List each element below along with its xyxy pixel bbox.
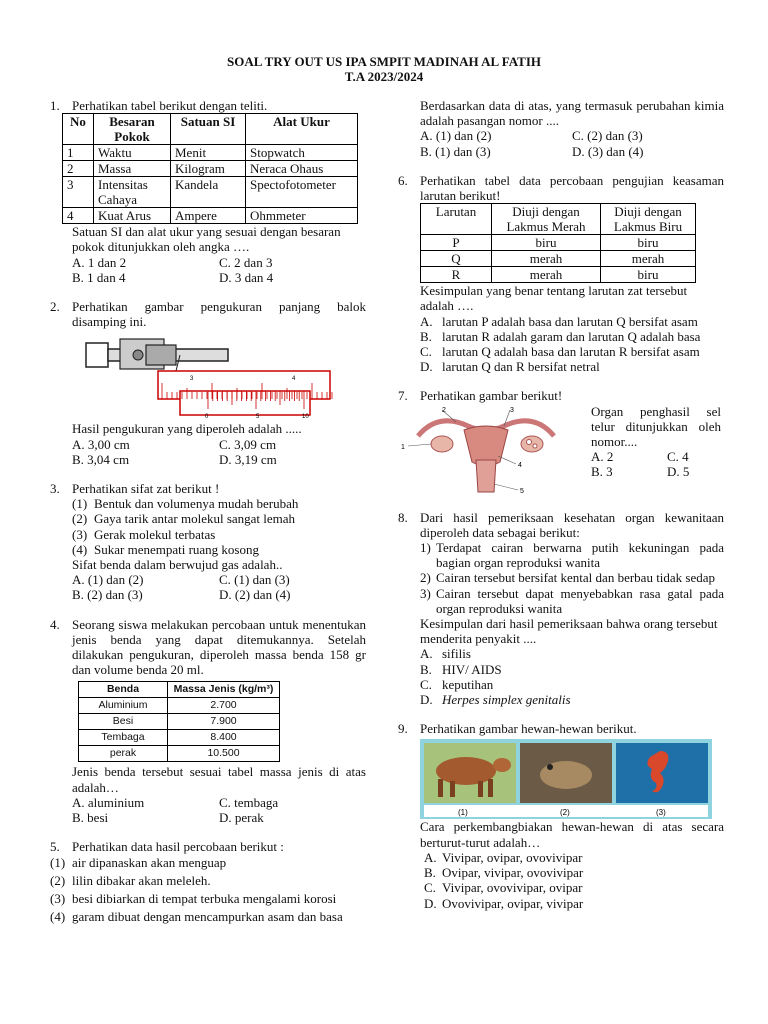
table-header: Besaran Pokok [94, 114, 171, 145]
table-cell: Menit [171, 145, 246, 161]
scale-label-3: 3 [190, 376, 194, 383]
table-header: Massa Jenis (kg/m³) [168, 682, 280, 698]
question-number: 7. [398, 388, 408, 404]
option-c[interactable]: C. (1) dan (3) [219, 572, 290, 588]
table-header: Larutan [421, 204, 492, 235]
option-c[interactable]: C. keputihan [420, 676, 494, 692]
option-c[interactable]: C. 3,09 cm [219, 436, 277, 452]
option-b[interactable]: B. Ovipar, vivipar, ovovivipar [424, 865, 584, 881]
label-5: 5 [520, 487, 524, 495]
question-2 [50, 299, 366, 467]
ovary-left [431, 436, 453, 452]
vernier-label-10: 10 [302, 414, 309, 421]
list-item: (2) lilin dibakar akan meleleh. [50, 873, 211, 889]
table-row [79, 730, 280, 746]
list-item: (3) Gerak molekul terbatas [72, 526, 216, 542]
vernier-label-0: 0 [205, 414, 209, 421]
vernier-label-5: 5 [256, 414, 260, 421]
option-a[interactable]: A. 3,00 cm [72, 436, 130, 452]
pic-label-2: (2) [560, 808, 570, 818]
ovary-right [521, 436, 543, 452]
vagina [476, 460, 496, 492]
table-cell: biru [601, 267, 696, 283]
table-cell: 3 [63, 177, 94, 208]
table-cell: biru [492, 235, 601, 251]
option-d[interactable]: D. (3) dan (4) [572, 143, 644, 159]
table-cell: P [421, 235, 492, 251]
option-a[interactable]: A. 2 [591, 449, 614, 465]
table-cell: Waktu [94, 145, 171, 161]
left-column [50, 98, 366, 926]
question-prompt: Berdasarkan data di atas, yang termasuk perubahan kimia adalah pasangan nomor .... [420, 98, 724, 129]
table-cell: perak [79, 746, 168, 762]
question-7 [398, 388, 724, 495]
table-cell: 2 [63, 161, 94, 177]
label-2: 2 [442, 406, 446, 414]
option-c[interactable]: C. larutan Q adalah basa dan larutan R bersifat asam [420, 344, 700, 360]
density-table [78, 681, 280, 762]
option-c[interactable]: C. Vivipar, ovovivipar, ovipar [424, 880, 583, 896]
question-8 [398, 510, 724, 708]
scale-label-4: 4 [292, 376, 296, 383]
table-cell: 10.500 [168, 746, 280, 762]
question-number: 5. [50, 839, 60, 855]
option-a[interactable]: A. (1) dan (2) [420, 128, 492, 144]
table-row [63, 208, 358, 224]
option-d[interactable]: D. larutan Q dan R bersifat netral [420, 359, 600, 375]
list-item: (1) Bentuk dan volumenya mudah berubah [72, 496, 299, 512]
option-d[interactable]: D. 3,19 cm [219, 451, 277, 467]
option-a[interactable]: A. aluminium [72, 794, 145, 810]
question-text: Perhatikan gambar berikut! [420, 388, 563, 404]
question-number: 8. [398, 509, 408, 525]
question-4 [50, 617, 366, 826]
option-d[interactable]: D. 3 dan 4 [219, 269, 274, 285]
question-5-continued [398, 98, 724, 159]
question-prompt: Cara perkembangbiakan hewan-hewan di atas secara berturut-turut adalah… [420, 819, 724, 850]
question-prompt: Organ penghasil sel telur ditunjukkan oleh nomor.... [591, 403, 721, 450]
list-item: (4) Sukar menempati ruang kosong [72, 541, 259, 557]
table-cell: Ampere [171, 208, 246, 224]
question-9 [398, 721, 724, 910]
table-cell: Ohmmeter [246, 208, 358, 224]
table-row [63, 161, 358, 177]
table-cell: 2.700 [168, 698, 280, 714]
question-text: Dari hasil pemeriksaan kesehatan organ kewanitaan diperoleh data sebagai berikut: [420, 509, 724, 540]
pic-label-1: (1) [458, 808, 468, 818]
question-text: Perhatikan tabel berikut dengan teliti. [72, 98, 268, 113]
option-a[interactable]: A. larutan P adalah basa dan larutan Q bersifat asam [420, 313, 698, 329]
table-cell: Kilogram [171, 161, 246, 177]
litmus-table [420, 203, 696, 283]
option-d[interactable]: D. perak [219, 810, 264, 826]
table-row [63, 145, 358, 161]
question-6 [398, 173, 724, 375]
cow-icon [436, 757, 496, 785]
option-a[interactable]: A. Vivipar, ovipar, ovovivipar [424, 849, 583, 865]
pic-label-3: (3) [656, 808, 666, 818]
caliper-screw [133, 350, 143, 360]
table-cell: R [421, 267, 492, 283]
list-item: (3) besi dibiarkan di tempat terbuka mengalami korosi [50, 891, 337, 907]
option-a[interactable]: A. sifilis [420, 646, 471, 662]
table-cell: merah [601, 251, 696, 267]
option-b[interactable]: B. (1) dan (3) [420, 143, 491, 159]
caliper-handle [86, 343, 108, 367]
table-row [421, 251, 696, 267]
table-header: Satuan SI [171, 114, 246, 145]
option-d[interactable]: D. Ovovivipar, ovipar, vivipar [424, 895, 584, 911]
exam-title: SOAL TRY OUT US IPA SMPIT MADINAH AL FATIH [226, 54, 541, 69]
question-text: Perhatikan data hasil percobaan berikut : [72, 839, 284, 855]
table-cell: Kandela [171, 177, 246, 208]
option-a[interactable]: A. 1 dan 2 [72, 254, 127, 270]
list-item: 2) Cairan tersebut bersifat kental dan berbau tidak sedap [420, 570, 716, 586]
table-cell: Kuat Arus [94, 208, 171, 224]
question-number: 3. [50, 481, 60, 497]
question-prompt: Kesimpulan dari hasil pemeriksaan bahwa orang tersebut menderita penyakit .... [420, 616, 718, 647]
table-cell: merah [492, 251, 601, 267]
label-1: 1 [401, 443, 405, 451]
option-b[interactable]: B. besi [72, 810, 109, 826]
table-header: Diuji dengan Lakmus Merah [492, 204, 601, 235]
caliper-jaw [146, 345, 176, 365]
table-header: Diuji dengan Lakmus Biru [601, 204, 696, 235]
caliper-diagram [80, 331, 350, 421]
question-5 [50, 839, 366, 926]
question-text: Seorang siswa melakukan percobaan untuk menentukan jenis benda yang dapat ditemukannya. Setelah dilakukan pengukuran, diperoleh massa benda 158 gr dan volume benda 20 ml. [72, 616, 366, 678]
question-3 [50, 481, 366, 603]
table-row [421, 267, 696, 283]
table-cell: Stopwatch [246, 145, 358, 161]
option-c[interactable]: C. tembaga [219, 794, 279, 810]
option-d[interactable]: D. Herpes simplex genitalis [420, 692, 571, 708]
label-3: 3 [510, 406, 514, 414]
option-b[interactable]: B. HIV/ AIDS [420, 661, 502, 677]
question-text: Perhatikan tabel data percobaan pengujian keasaman larutan berikut! [420, 172, 724, 204]
option-b[interactable]: B. 1 dan 4 [72, 269, 126, 285]
animal-pictures [420, 739, 712, 819]
option-c[interactable]: C. 4 [667, 449, 689, 465]
option-b[interactable]: B. 3,04 cm [72, 451, 130, 467]
table-row [421, 235, 696, 251]
table-cell: Spectofotometer [246, 177, 358, 208]
option-b[interactable]: B. larutan R adalah garam dan larutan Q adalah basa [420, 328, 701, 344]
question-prompt: Hasil pengukuran yang diperoleh adalah ..... [72, 421, 302, 437]
option-b[interactable]: B. (2) dan (3) [72, 587, 143, 603]
table-cell: 1 [63, 145, 94, 161]
table-cell: 8.400 [168, 730, 280, 746]
table-cell: Intensitas Cahaya [94, 177, 171, 208]
right-column [398, 98, 724, 911]
question-prompt: Kesimpulan yang benar tentang larutan zat tersebut adalah …. [420, 283, 688, 314]
option-d[interactable]: D. (2) dan (4) [219, 587, 291, 603]
table-cell: Tembaga [79, 730, 168, 746]
table-cell: biru [601, 235, 696, 251]
school-year: T.A 2023/2024 [344, 69, 424, 84]
vernier-scale [180, 391, 310, 415]
table-cell: merah [492, 267, 601, 283]
table-row [63, 177, 358, 208]
list-item: (4) garam dibuat dengan mencampurkan asam dan basa [50, 909, 343, 925]
table-cell: 7.900 [168, 714, 280, 730]
table-header: Alat Ukur [246, 114, 358, 145]
option-c[interactable]: C. 2 dan 3 [219, 254, 273, 270]
table-cell: Besi [79, 714, 168, 730]
list-item: 3) Cairan tersebut dapat menyebabkan rasa gatal pada organ reproduksi wanita [420, 585, 724, 616]
table-cell: 4 [63, 208, 94, 224]
option-b[interactable]: B. 3 [591, 464, 613, 480]
question-text: Perhatikan gambar pengukuran panjang balok disamping ini. [72, 299, 366, 330]
question-1 [50, 98, 366, 285]
table-cell: Neraca Ohaus [246, 161, 358, 177]
question-number: 1. [50, 98, 60, 113]
table-row [79, 746, 280, 762]
question-number: 9. [398, 721, 408, 737]
table-cell: Massa [94, 161, 171, 177]
question-prompt: Sifat benda dalam berwujud gas adalah.. [72, 557, 283, 573]
table-row [79, 698, 280, 714]
table-cell: Q [421, 251, 492, 267]
question-number: 6. [398, 172, 408, 188]
question-text: Perhatikan gambar hewan-hewan berikut. [420, 721, 637, 737]
table-header: Benda [79, 682, 168, 698]
question-text: Perhatikan sifat zat berikut ! [72, 481, 220, 497]
label-4: 4 [518, 461, 522, 469]
table-row [79, 714, 280, 730]
list-item: (2) Gaya tarik antar molekul sangat lemah [72, 511, 296, 527]
question-prompt: Satuan SI dan alat ukur yang sesuai dengan besaran pokok ditunjukkan oleh angka …. [72, 224, 341, 255]
quantity-table [62, 113, 358, 224]
female-reproductive-diagram [398, 404, 573, 496]
question-prompt: Jenis benda tersebut sesuai tabel massa jenis di atas adalah… [72, 764, 366, 795]
option-a[interactable]: A. (1) dan (2) [72, 572, 144, 588]
list-item: 1) Terdapat cairan berwarna putih kekuningan pada bagian organ reproduksi wanita [420, 540, 724, 571]
list-item: (1) air dipanaskan akan menguap [50, 855, 227, 871]
option-c[interactable]: C. (2) dan (3) [572, 128, 643, 144]
question-number: 2. [50, 299, 60, 315]
table-cell: Aluminium [79, 698, 168, 714]
option-d[interactable]: D. 5 [667, 464, 690, 480]
question-number: 4. [50, 616, 60, 632]
table-header: No [63, 114, 94, 145]
